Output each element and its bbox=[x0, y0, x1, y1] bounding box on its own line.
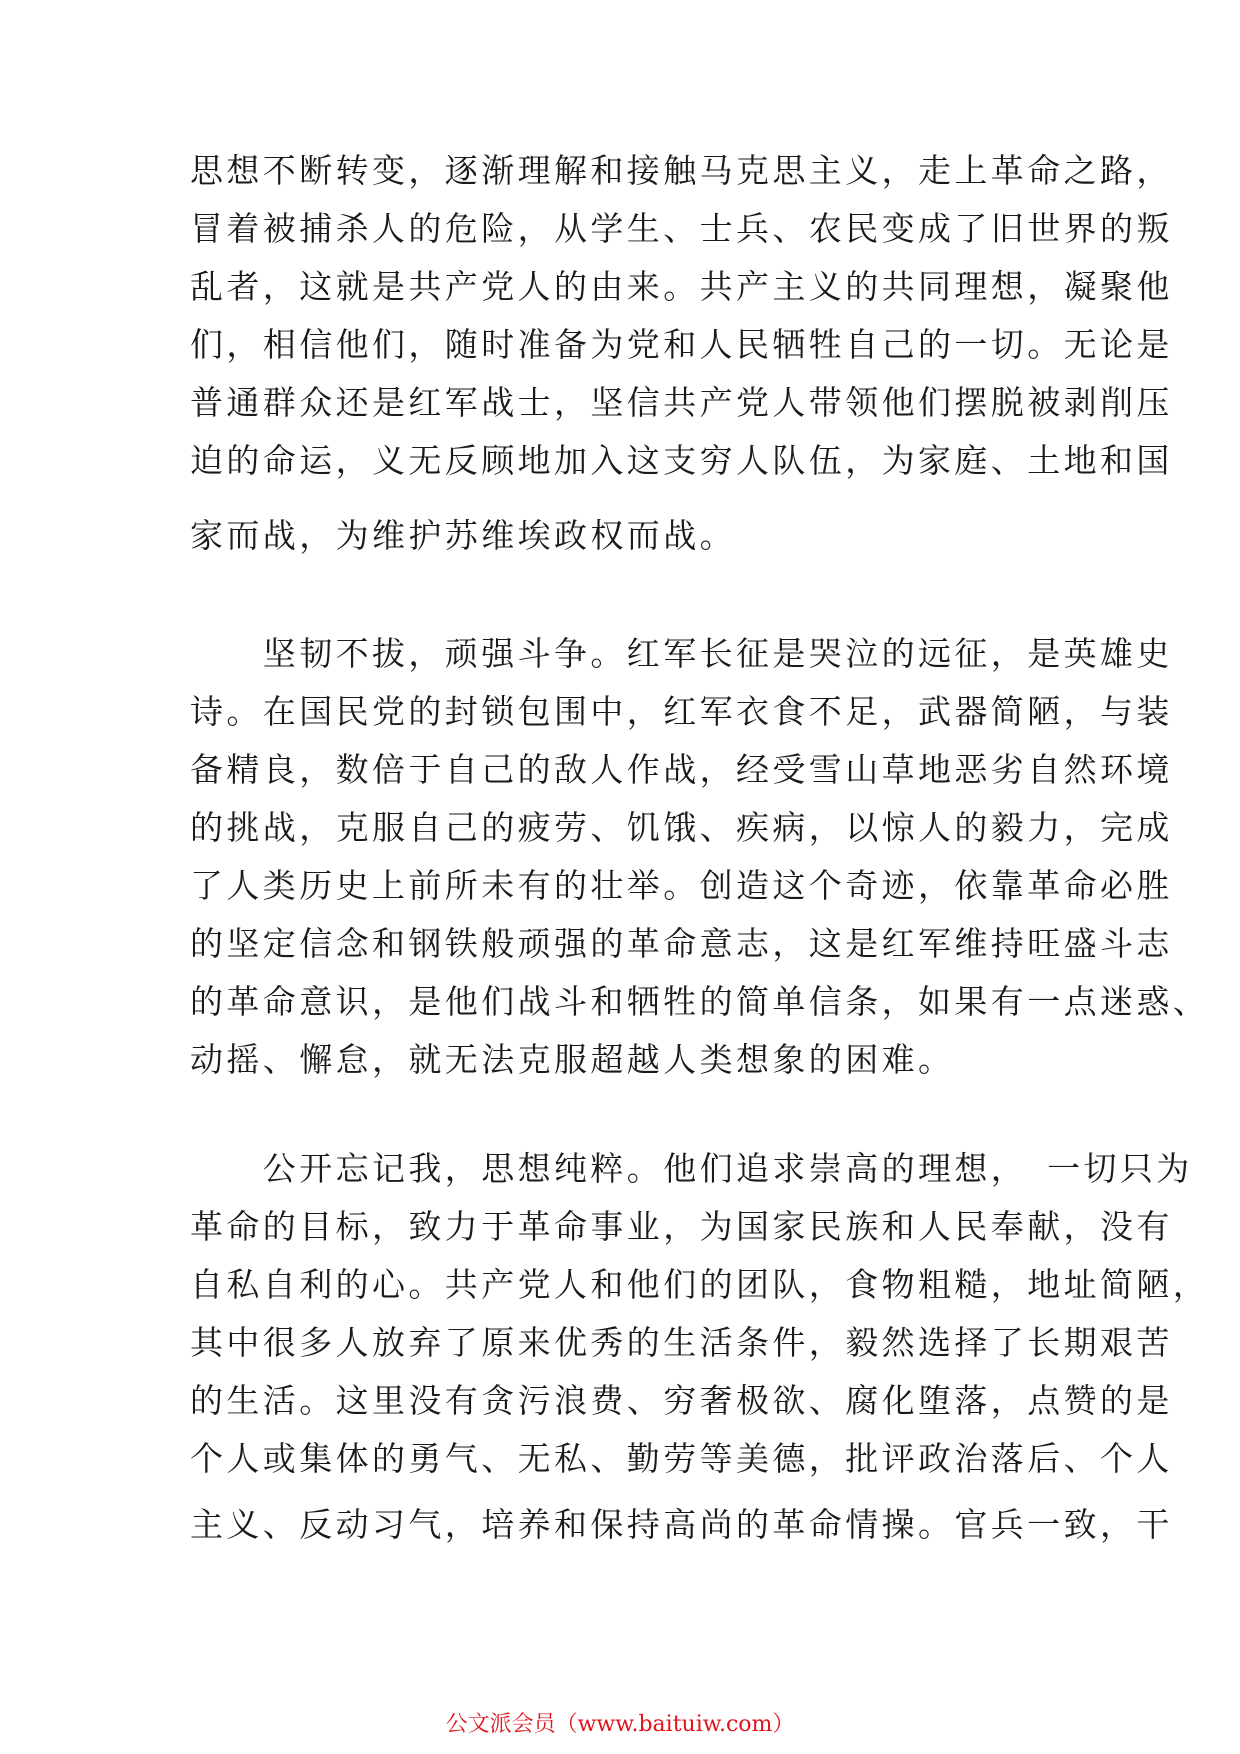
text-line: 家而战，为维护苏维埃政权而战。 bbox=[190, 516, 736, 555]
text-line: 诗。在国民党的封锁包围中，红军衣食不足，武器简陋，与装 bbox=[190, 692, 1173, 731]
text-line: 坚韧不拔，顽强斗争。红军长征是哭泣的远征，是英雄史 bbox=[190, 634, 1173, 673]
footer-site-link[interactable]: 公文派会员（www.baituiw.com） bbox=[445, 1712, 795, 1737]
text-line: 其中很多人放弃了原来优秀的生活条件，毅然选择了长期艰苦 bbox=[190, 1323, 1173, 1362]
text-line: 的坚定信念和钢铁般顽强的革命意志，这是红军维持旺盛斗志 bbox=[190, 924, 1173, 963]
text-line: 了人类历史上前所未有的壮举。创造这个奇迹，依靠革命必胜 bbox=[190, 866, 1173, 905]
text-line: 个人或集体的勇气、无私、勤劳等美德，批评政治落后、个人 bbox=[190, 1439, 1173, 1478]
text-line: 冒着被捕杀人的危险，从学生、士兵、农民变成了旧世界的叛 bbox=[190, 209, 1173, 248]
text-line: 们，相信他们，随时准备为党和人民牺牲自己的一切。无论是 bbox=[190, 325, 1173, 364]
text-line: 乱者，这就是共产党人的由来。共产主义的共同理想，凝聚他 bbox=[190, 267, 1173, 306]
text-line: 迫的命运，义无反顾地加入这支穷人队伍，为家庭、土地和国 bbox=[190, 441, 1173, 480]
text-line: 主义、反动习气，培养和保持高尚的革命情操。官兵一致，干 bbox=[190, 1505, 1173, 1544]
text-line: 自私自利的心。共产党人和他们的团队，食物粗糙，地址简陋， bbox=[190, 1265, 1210, 1304]
text-line: 的挑战，克服自己的疲劳、饥饿、疾病，以惊人的毅力，完成 bbox=[190, 808, 1173, 847]
text-line: 备精良，数倍于自己的敌人作战，经受雪山草地恶劣自然环境 bbox=[190, 750, 1173, 789]
text-line: 动摇、懈怠，就无法克服超越人类想象的困难。 bbox=[190, 1040, 955, 1079]
text-line: 的革命意识，是他们战斗和牺牲的简单信条，如果有一点迷惑、 bbox=[190, 982, 1210, 1021]
text-line: 公开忘记我，思想纯粹。他们追求崇高的理想， 一切只为 bbox=[190, 1149, 1193, 1188]
text-line: 思想不断转变，逐渐理解和接触马克思主义，走上革命之路， bbox=[190, 151, 1173, 190]
text-line: 的生活。这里没有贪污浪费、穷奢极欲、腐化堕落，点赞的是 bbox=[190, 1381, 1173, 1420]
text-line: 革命的目标，致力于革命事业，为国家民族和人民奉献，没有 bbox=[190, 1207, 1173, 1246]
text-line: 普通群众还是红军战士，坚信共产党人带领他们摆脱被剥削压 bbox=[190, 383, 1173, 422]
